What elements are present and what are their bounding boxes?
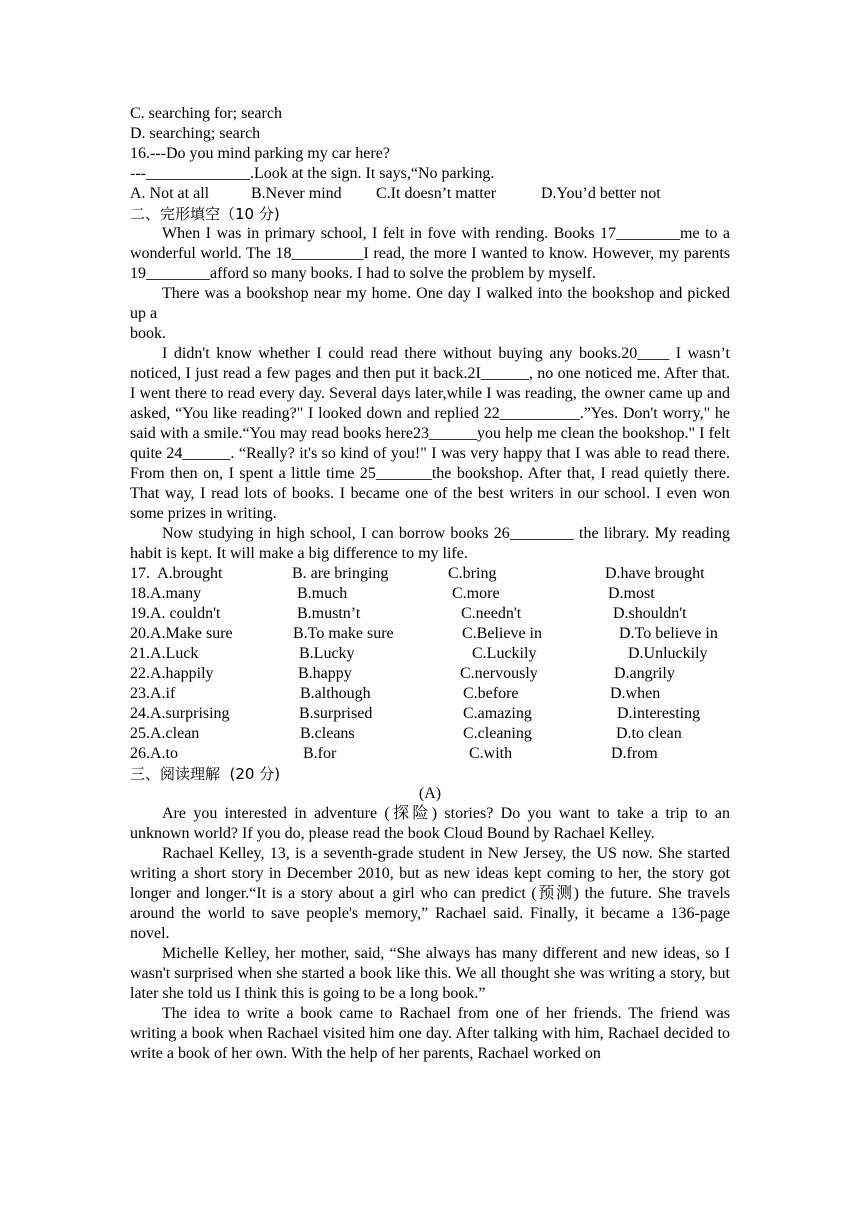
option-d: D.You’d better not <box>541 185 661 202</box>
reading-paragraph-4: The idea to write a book came to Rachael from one of her friends. The friend was writing a book when Rachael visited him one day. After talking with him, Rachael decided to write a book of her own. With the help of her parents, Rachael worked on <box>130 1005 730 1062</box>
cloze-paragraph-3: I didn't know whether I could read there without buying any books.20____ I wasn’t noticed, I just read a few pages and then put it back.2I______, no one noticed me. After that. I went there to read every day. Several days later,while I was reading, the owner came up and asked, “You like reading?" I looked down and replied 22__________.”Yes. Don't worry," he said with a smile.“You may read books here23______you help me clean the bookshop." I felt quite 24______. “Really? it's so kind of you!" I was very happy that I was able to read there. From then on, I spent a little time 25_______the bookshop. After that, I read quietly there. That way, I read lots of books. I became one of the best writers in our school. I even won some prizes in writing. <box>130 345 730 522</box>
option-d: D.shouldn't <box>613 605 687 622</box>
cloze-options-20 <box>130 624 730 644</box>
reading-paragraph-3: Michelle Kelley, her mother, said, “She always has many different and new ideas, so I wasn't surprised when she started a book like this. We all thought she was writing a story, but later she told us I think this is going to be a long book.” <box>130 945 730 1002</box>
cloze-options-18 <box>130 584 730 604</box>
option-b: B.happy <box>298 665 352 682</box>
question-16-options <box>130 184 730 204</box>
option-line-c: C. searching for; search <box>130 105 282 122</box>
option-a: 22.A.happily <box>130 665 214 682</box>
option-d: D.interesting <box>617 705 701 722</box>
option-d: D.to clean <box>616 725 682 742</box>
option-b: B.for <box>303 745 337 762</box>
cloze-options-22 <box>130 664 730 684</box>
option-a: 18.A.many <box>130 585 202 602</box>
option-a: 23.A.if <box>130 685 176 702</box>
option-b: B. are bringing <box>292 565 389 582</box>
cloze-paragraph-4: Now studying in high school, I can borrow books 26________ the library. My reading habit is kept. It will make a big difference to my life. <box>130 525 730 562</box>
reading-paragraph-1: Are you interested in adventure (探险) stories? Do you want to take a trip to an unknown world? If you do, please read the book Cloud Bound by Rachael Kelley. <box>130 805 730 842</box>
option-b: B.although <box>300 685 371 702</box>
option-line-d: D. searching; search <box>130 125 261 142</box>
option-c: C.It doesn’t matter <box>376 185 497 202</box>
option-c: C.Luckily <box>472 645 537 662</box>
cloze-options-26 <box>130 744 730 764</box>
option-a: 17. A.brought <box>130 565 223 582</box>
option-d: D.from <box>611 745 658 762</box>
question-16-reply: ---_____________.Look at the sign. It says,“No parking. <box>130 165 495 182</box>
option-d: D.angrily <box>614 665 675 682</box>
question-16: 16.---Do you mind parking my car here? <box>130 145 390 162</box>
cloze-options-23 <box>130 684 730 704</box>
option-d: D.when <box>610 685 661 702</box>
cloze-paragraph-1: When I was in primary school, I felt in fove with rending. Books 17________me to a wonderful world. The 18_________I read, the more I wanted to know. However, my parents 19________afford so many books. I had to solve the problem by myself. <box>130 225 730 282</box>
option-a: 25.A.clean <box>130 725 200 742</box>
option-a: 24.A.surprising <box>130 705 230 722</box>
option-c: C.needn't <box>461 605 522 622</box>
option-d: D.To believe in <box>619 625 718 642</box>
option-a: A. Not at all <box>130 185 210 202</box>
option-a: 26.A.to <box>130 745 178 762</box>
option-b: B.much <box>297 585 348 602</box>
option-b: B.mustn’t <box>297 605 361 622</box>
section-2-heading: 二、完形填空（10 分) <box>130 205 280 223</box>
cloze-options-24 <box>130 704 730 724</box>
option-c: C.cleaning <box>463 725 532 742</box>
option-c: C.before <box>463 685 519 702</box>
option-c: C.Believe in <box>462 625 542 642</box>
cloze-options-17 <box>130 564 730 584</box>
option-b: B.Lucky <box>299 645 355 662</box>
option-b: B.To make sure <box>293 625 394 642</box>
reading-paragraph-2: Rachael Kelley, 13, is a seventh-grade student in New Jersey, the US now. She started writing a short story in December 2010, but as new ideas kept coming to her, the story got longer and longer.“It is a story about a girl who can predict (预测) the future. She travels around the world to save people's memory,” Rachael said. Finally, it became a 136-page novel. <box>130 845 730 942</box>
passage-label: (A) <box>418 785 442 802</box>
option-c: C.nervously <box>460 665 538 682</box>
option-d: D.have brought <box>605 565 705 582</box>
section-3-heading: 三、阅读理解 (20 分) <box>130 765 281 783</box>
option-b: B.cleans <box>300 725 355 742</box>
option-d: D.most <box>608 585 655 602</box>
option-b: B.Never mind <box>251 185 342 202</box>
option-c: C.more <box>452 585 500 602</box>
option-c: C.with <box>469 745 513 762</box>
option-c: C.amazing <box>463 705 532 722</box>
option-a: 19.A. couldn't <box>130 605 221 622</box>
cloze-options-19 <box>130 604 730 624</box>
option-a: 21.A.Luck <box>130 645 199 662</box>
option-c: C.bring <box>448 565 497 582</box>
page-content <box>130 104 730 1064</box>
cloze-options-21 <box>130 644 730 664</box>
cloze-paragraph-2-end: book. <box>130 325 166 342</box>
option-d: D.Unluckily <box>628 645 708 662</box>
option-a: 20.A.Make sure <box>130 625 233 642</box>
cloze-paragraph-2: There was a bookshop near my home. One day I walked into the bookshop and picked up a <box>130 285 730 322</box>
cloze-options-25 <box>130 724 730 744</box>
option-b: B.surprised <box>299 705 373 722</box>
